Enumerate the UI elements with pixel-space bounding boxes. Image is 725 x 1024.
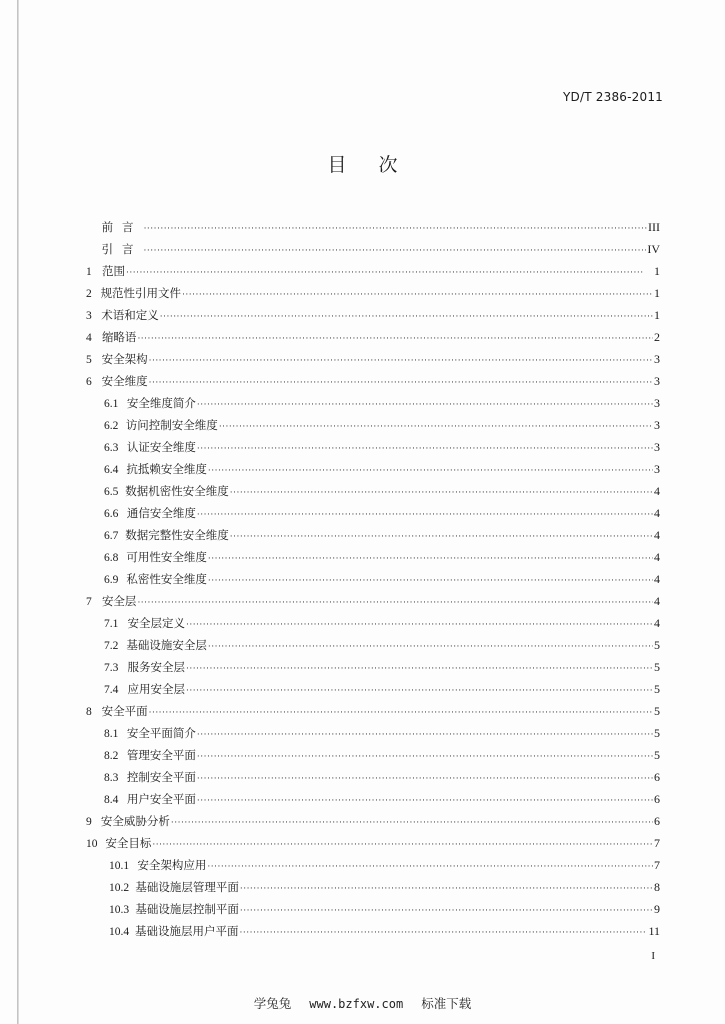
toc-entry-page: 4 (654, 594, 660, 608)
toc-entry-label: 数据完整性安全维度 (125, 528, 229, 542)
toc-entry-label: 认证安全维度 (126, 440, 196, 454)
toc-entry-page: 5 (654, 682, 660, 696)
watermark-site-name: 学兔兔 (253, 996, 292, 1011)
toc-entry[interactable] (86, 634, 660, 656)
toc-entry-label: 访问控制安全维度 (125, 418, 218, 432)
toc-entry-label: 安全维度 (101, 374, 148, 388)
toc-entry[interactable] (86, 260, 660, 282)
toc-entry-page: 6 (654, 770, 660, 784)
toc-entry-page: 4 (654, 506, 660, 520)
toc-entry-label: 缩略语 (101, 330, 137, 344)
toc-entry-label: 基础设施层管理平面 (135, 880, 239, 894)
toc-entry[interactable] (86, 524, 660, 546)
toc-dot-leader (208, 570, 653, 592)
toc-entry-page: 5 (654, 638, 660, 652)
toc-entry-page: 6 (654, 814, 660, 828)
toc-entry-label: 用户安全平面 (126, 792, 196, 806)
toc-entry-label: 规范性引用文件 (100, 286, 182, 300)
toc-dot-leader (149, 702, 653, 724)
toc-entry-label: 基础设施安全层 (126, 638, 207, 652)
toc-entry-number: 8.2 (104, 750, 119, 762)
toc-entry-number: 9 (86, 816, 92, 828)
toc-entry-page: III (648, 220, 660, 234)
toc-entry-page: 4 (654, 616, 660, 630)
toc-entry-number: 10 (86, 838, 98, 850)
toc-dot-leader (171, 812, 653, 834)
toc-entry[interactable] (86, 282, 660, 304)
toc-entry[interactable] (86, 590, 660, 612)
toc-dot-leader (240, 900, 653, 922)
toc-entry-label: 应用安全层 (127, 682, 185, 696)
toc-entry[interactable] (86, 876, 660, 898)
toc-entry-number: 8.3 (104, 772, 119, 784)
toc-entry-label: 术语和定义 (101, 308, 159, 322)
toc-entry-number: 6.9 (104, 574, 119, 586)
toc-entry-page: 6 (654, 792, 660, 806)
toc-entry[interactable] (86, 568, 660, 590)
page-number: I (651, 950, 655, 962)
toc-entry[interactable] (86, 414, 660, 436)
toc-entry-number: 7.2 (104, 640, 119, 652)
toc-entry-label: 安全层定义 (127, 616, 185, 630)
toc-dot-leader (149, 350, 653, 372)
toc-entry-label: 安全平面 (101, 704, 148, 718)
toc-entry-label: 安全层 (101, 594, 137, 608)
toc-entry-page: 4 (654, 550, 660, 564)
toc-entry[interactable] (86, 810, 660, 832)
toc-entry-label: 安全架构应用 (137, 858, 207, 872)
toc-dot-leader (182, 284, 653, 306)
toc-entry[interactable] (86, 502, 660, 524)
toc-dot-leader (137, 328, 653, 350)
toc-entry[interactable] (86, 722, 660, 744)
toc-entry-page: 1 (654, 286, 660, 300)
toc-entry-label: 数据机密性安全维度 (125, 484, 229, 498)
toc-entry[interactable] (86, 700, 660, 722)
toc-entry-number: 7.4 (104, 684, 119, 696)
toc-entry[interactable] (86, 348, 660, 370)
toc-entry-number: 6.2 (104, 420, 119, 432)
toc-entry-page: 4 (654, 572, 660, 586)
toc-entry-label: 服务安全层 (127, 660, 185, 674)
toc-entry[interactable] (86, 832, 660, 854)
toc-entry[interactable] (86, 744, 660, 766)
toc-entry-number: 7 (86, 596, 92, 608)
toc-entry[interactable] (86, 480, 660, 502)
toc-dot-leader (186, 614, 653, 636)
toc-entry-label: 安全威胁分析 (100, 814, 170, 828)
toc-entry[interactable] (86, 392, 660, 414)
toc-dot-leader (240, 922, 648, 944)
toc-entry-page: 1 (654, 308, 660, 322)
toc-entry-label: 私密性安全维度 (126, 572, 207, 586)
toc-entry-label: 安全维度简介 (126, 396, 196, 410)
toc-entry-page: IV (647, 242, 660, 256)
toc-entry-page: 5 (654, 704, 660, 718)
toc-entry-number: 6.4 (104, 464, 119, 476)
toc-entry[interactable] (86, 920, 660, 942)
toc-dot-leader (208, 460, 653, 482)
toc-dot-leader (230, 526, 653, 548)
toc-entry-number: 3 (86, 310, 92, 322)
toc-entry[interactable] (86, 788, 660, 810)
toc-entry-label: 基础设施层控制平面 (135, 902, 239, 916)
toc-entry-page: 7 (654, 836, 660, 850)
toc-entry-label: 通信安全维度 (126, 506, 196, 520)
toc-dot-leader (186, 658, 653, 680)
toc-title: 目次 (327, 154, 430, 176)
toc-dot-leader (186, 680, 653, 702)
toc-entry-page: 3 (654, 418, 660, 432)
toc-entry-label: 范围 (102, 264, 125, 278)
toc-entry-label: 管理安全平面 (126, 748, 196, 762)
toc-dot-leader (197, 504, 653, 526)
toc-entry-number: 6.8 (104, 552, 119, 564)
toc-entry-number: 10.3 (109, 904, 130, 916)
toc-entry-label: 控制安全平面 (126, 770, 196, 784)
toc-dot-leader (208, 548, 653, 570)
toc-entry-number: 6.3 (104, 442, 119, 454)
toc-dot-leader (208, 636, 653, 658)
toc-entry[interactable] (86, 546, 660, 568)
toc-entry-number: 5 (86, 354, 92, 366)
toc-entry-page: 3 (654, 440, 660, 454)
toc-entry[interactable] (86, 436, 660, 458)
toc-entry-number: 8.1 (104, 728, 119, 740)
toc-entry-page: 5 (654, 748, 660, 762)
toc-entry-label: 可用性安全维度 (126, 550, 207, 564)
toc-entry-number: 4 (86, 332, 92, 344)
document-number: YD/T 2386-2011 (563, 90, 663, 104)
toc-entry-page: 8 (654, 880, 660, 894)
toc-entry-label: 抗抵赖安全维度 (126, 462, 207, 476)
toc-entry[interactable] (86, 458, 660, 480)
toc-entry-label: 安全架构 (101, 352, 148, 366)
toc-dot-leader (144, 240, 647, 262)
toc-entry-page: 4 (654, 528, 660, 542)
toc-entry-page: 9 (654, 902, 660, 916)
toc-dot-leader (207, 856, 653, 878)
toc-dot-leader (197, 724, 653, 746)
toc-entry-number: 1 (86, 266, 92, 278)
toc-entry-label: 前言 (101, 220, 143, 234)
toc-dot-leader (152, 834, 653, 856)
footer-watermark (0, 994, 725, 1012)
toc-entry[interactable] (86, 766, 660, 788)
toc-entry-number: 6.7 (104, 530, 119, 542)
toc-entry[interactable] (86, 304, 660, 326)
toc-dot-leader (126, 262, 653, 284)
toc-entry[interactable] (86, 326, 660, 348)
toc-entry-page: 3 (654, 396, 660, 410)
toc-dot-leader (219, 416, 653, 438)
toc-dot-leader (240, 878, 653, 900)
toc-entry-page: 5 (654, 660, 660, 674)
toc-entry-page: 7 (654, 858, 660, 872)
toc-dot-leader (137, 592, 653, 614)
toc-entry-number: 10.1 (109, 860, 130, 872)
toc-entry[interactable] (86, 238, 660, 260)
toc-dot-leader (160, 306, 653, 328)
toc-entry-number: 8.4 (104, 794, 119, 806)
toc-dot-leader (197, 768, 653, 790)
watermark-url: www.bzfxw.com (309, 997, 404, 1011)
toc-entry-page: 3 (654, 352, 660, 366)
toc-entry-page: 4 (654, 484, 660, 498)
toc-entry-page: 1 (654, 264, 660, 278)
toc-dot-leader (197, 438, 653, 460)
toc-entry[interactable] (86, 612, 660, 634)
toc-entry-number: 6.6 (104, 508, 119, 520)
toc-entry[interactable] (86, 656, 660, 678)
toc-entry-number: 8 (86, 706, 92, 718)
toc-dot-leader (149, 372, 653, 394)
toc-entry[interactable] (86, 898, 660, 920)
toc-entry-label: 安全平面简介 (126, 726, 196, 740)
toc-entry-number: 6 (86, 376, 92, 388)
toc-dot-leader (197, 790, 653, 812)
toc-entry-label: 基础设施层用户平面 (135, 924, 239, 938)
toc-entry[interactable] (86, 216, 660, 238)
toc-entry-page: 2 (654, 330, 660, 344)
toc-entry-number: 7.1 (104, 618, 119, 630)
toc-entry-page: 11 (648, 924, 660, 938)
toc-entry-number: 7.3 (104, 662, 119, 674)
toc-entry-number: 2 (86, 288, 92, 300)
table-of-contents (86, 216, 660, 942)
watermark-tagline: 标准下载 (421, 996, 472, 1011)
toc-entry-label: 引言 (101, 242, 143, 256)
toc-entry-page: 5 (654, 726, 660, 740)
toc-entry-number: 10.2 (109, 882, 130, 894)
toc-entry-page: 3 (654, 462, 660, 476)
toc-entry-number: 6.1 (104, 398, 119, 410)
toc-entry[interactable] (86, 678, 660, 700)
toc-entry-page: 3 (654, 374, 660, 388)
toc-entry[interactable] (86, 370, 660, 392)
toc-dot-leader (230, 482, 653, 504)
toc-entry[interactable] (86, 854, 660, 876)
toc-dot-leader (197, 394, 653, 416)
toc-entry-number: 10.4 (109, 926, 130, 938)
toc-entry-number: 6.5 (104, 486, 119, 498)
toc-dot-leader (197, 746, 653, 768)
toc-entry-label: 安全目标 (105, 836, 152, 850)
toc-dot-leader (144, 218, 647, 240)
